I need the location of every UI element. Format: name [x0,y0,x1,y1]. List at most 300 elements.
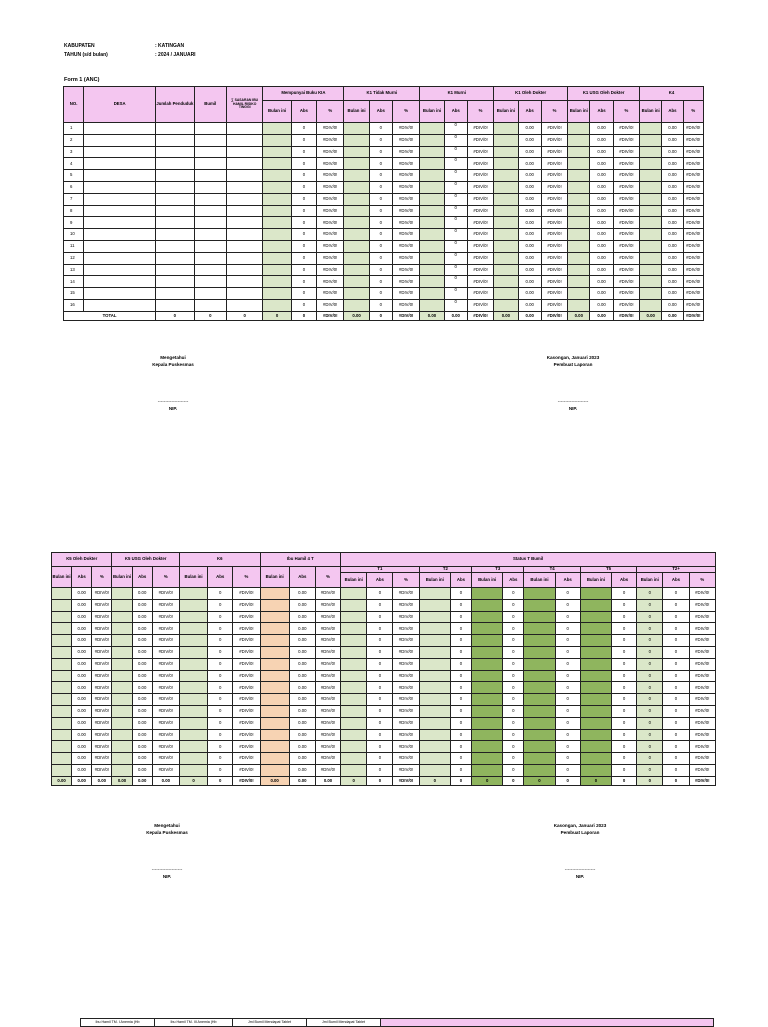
t2plus-bulan-ini: 0 [637,741,663,753]
k4-abs: 0.00 [662,134,683,146]
k5-abs: 0.00 [72,682,92,694]
row-desa [84,240,156,252]
group-k1-oleh-dokter: K1 Oleh Dokter [494,87,568,101]
t2plus-abs: 0 [663,717,689,729]
row-jumlah-penduduk [156,181,194,193]
4t-pct: #DIV/0! [315,705,340,717]
4t-bulan-ini [260,658,289,670]
k1usg-pct: #DIV/0! [613,217,639,229]
k6-bulan-ini [179,658,207,670]
t3-abs: 0 [503,646,524,658]
sign2-kepala: Kepala Puskesmas [146,830,188,836]
k6-pct: #DIV/0! [233,705,260,717]
kia-bulan-ini [263,205,291,217]
t1-bulan-ini [341,658,367,670]
t5-abs: 0 [612,646,637,658]
k4-abs: 0.00 [662,299,683,311]
k5-pct: #DIV/0! [92,635,112,647]
k6-bulan-ini [179,717,207,729]
k5usg-abs: 0.00 [132,670,152,682]
t1-pct: #DIV/0! [393,694,419,706]
row-jumlah-penduduk [156,146,194,158]
k1d-pct: #DIV/0! [541,181,567,193]
t3-bulan-ini [472,658,503,670]
k6-bulan-ini [179,588,207,600]
k6-abs: 0 [208,682,233,694]
k6-pct: #DIV/0! [233,764,260,776]
strip-col-tablet-1: Jml Bumil Mendapat Tablet [233,1019,307,1027]
k1d-bulan-ini [494,288,518,300]
t5-bulan-ini [580,729,611,741]
t5-abs: 0 [612,717,637,729]
row-sasaran [226,240,262,252]
total-k5-pct: 0.00 [92,776,112,785]
k4-pct: #DIV/0! [683,288,703,300]
kia-pct: #DIV/0! [317,229,344,241]
k6-abs: 0 [208,705,233,717]
k1usg-pct: #DIV/0! [613,170,639,182]
t2-bulan-ini [419,764,450,776]
k1m-pct: #DIV/0! [467,276,493,288]
t4-bulan-ini [524,764,555,776]
k1m-abs: 0 [444,158,467,170]
col-sasaran-risiko-tinggi: ∑ SASARAN IBU HAMIL RISIKO TINGGI [226,87,262,123]
t4-bulan-ini [524,682,555,694]
k1d-abs: 0.00 [518,170,541,182]
t4-abs: 0 [555,764,580,776]
k1d-pct: #DIV/0! [541,170,567,182]
strip-pink-header [381,1019,714,1027]
k1usg-abs: 0.00 [590,134,613,146]
k1d-abs: 0.00 [518,288,541,300]
k1m-bulan-ini [420,217,444,229]
t2-t4-bulan-ini: Bulan ini [524,573,555,588]
t4-abs: 0 [555,658,580,670]
t2plus-abs: 0 [663,599,689,611]
row-desa [84,288,156,300]
t1-bulan-ini [341,705,367,717]
t2plus-pct: #DIV/0! [689,670,715,682]
k1d-abs: 0.00 [518,134,541,146]
t2-bulan-ini [419,717,450,729]
table-row [52,682,716,694]
k5usg-bulan-ini [112,694,132,706]
k1tm-bulan-ini [344,205,369,217]
k1m-bulan-ini [420,146,444,158]
k6-abs: 0 [208,646,233,658]
col-k1-tidak-murni-abs: Abs [369,101,392,123]
t2-t2plus-abs: Abs [663,573,689,588]
sign2-left-dots: -------------------- [151,867,183,872]
k1d-bulan-ini [494,264,518,276]
t3-bulan-ini [472,635,503,647]
k1usg-pct: #DIV/0! [613,181,639,193]
k5-bulan-ini [52,741,72,753]
t3-abs: 0 [503,670,524,682]
k5usg-pct: #DIV/0! [152,611,179,623]
row-bumil [194,240,226,252]
sign1-left-dots: -------------------- [157,399,189,404]
k5-pct: #DIV/0! [92,658,112,670]
k1m-abs: 0 [444,299,467,311]
k1usg-abs: 0.00 [590,181,613,193]
t1-abs: 0 [367,753,393,765]
t2plus-bulan-ini: 0 [637,623,663,635]
t5-bulan-ini [580,670,611,682]
k1m-abs: 0 [444,276,467,288]
k1m-pct: #DIV/0! [467,193,493,205]
k1tm-pct: #DIV/0! [392,123,419,135]
k4-abs: 0.00 [662,205,683,217]
row-sasaran [226,158,262,170]
t2plus-abs: 0 [663,729,689,741]
t2-4t-pct: % [315,567,340,588]
t2-k5usg-pct: % [152,567,179,588]
table-row [64,252,704,264]
row-bumil [194,193,226,205]
k1m-bulan-ini [420,288,444,300]
kia-pct: #DIV/0! [317,288,344,300]
k4-bulan-ini [640,264,662,276]
t2plus-abs: 0 [663,694,689,706]
kia-pct: #DIV/0! [317,181,344,193]
total-jumlah-penduduk: 0 [156,311,194,320]
k4-bulan-ini [640,252,662,264]
t3-abs: 0 [503,705,524,717]
k6-bulan-ini [179,635,207,647]
k5-bulan-ini [52,599,72,611]
row-no: 6 [64,181,84,193]
t2plus-bulan-ini: 0 [637,682,663,694]
4t-pct: #DIV/0! [315,588,340,600]
t2-t1-abs: Abs [367,573,393,588]
t4-abs: 0 [555,646,580,658]
k1tm-pct: #DIV/0! [392,264,419,276]
k1tm-pct: #DIV/0! [392,240,419,252]
t2plus-abs: 0 [663,682,689,694]
4t-bulan-ini [260,623,289,635]
k1usg-bulan-ini [568,276,590,288]
4t-bulan-ini [260,646,289,658]
col-k4-bulan-ini: Bulan ini [640,101,662,123]
total-row [52,776,716,785]
t4-abs: 0 [555,682,580,694]
kia-abs: 0 [291,276,316,288]
t1-abs: 0 [367,729,393,741]
k1usg-abs: 0.00 [590,170,613,182]
t5-abs: 0 [612,588,637,600]
t2-t2plus-bulan-ini: Bulan ini [637,573,663,588]
sign2-date: Kasongan, Januari 2023 [553,823,607,828]
k6-pct: #DIV/0! [233,682,260,694]
col-buku-kia-abs: Abs [291,101,316,123]
k4-abs: 0.00 [662,252,683,264]
k1m-abs: 0 [444,288,467,300]
t4-bulan-ini [524,741,555,753]
t5-bulan-ini [580,705,611,717]
k6-abs: 0 [208,717,233,729]
4t-abs: 0.00 [289,611,315,623]
t5-abs: 0 [612,741,637,753]
k1usg-abs: 0.00 [590,205,613,217]
k1tm-pct: #DIV/0! [392,217,419,229]
k5-bulan-ini [52,705,72,717]
k1d-abs: 0.00 [518,181,541,193]
total-k6-abs: 0 [208,776,233,785]
k1m-abs: 0 [444,264,467,276]
k1tm-pct: #DIV/0! [392,252,419,264]
col-k1-murni-pct: % [467,101,493,123]
k1usg-pct: #DIV/0! [613,146,639,158]
t2-abs: 0 [450,646,471,658]
k1m-pct: #DIV/0! [467,252,493,264]
t5-abs: 0 [612,753,637,765]
4t-bulan-ini [260,729,289,741]
k1usg-bulan-ini [568,170,590,182]
row-no: 4 [64,158,84,170]
kia-abs: 0 [291,217,316,229]
row-no: 14 [64,276,84,288]
t4-abs: 0 [555,670,580,682]
t3-bulan-ini [472,646,503,658]
t5-bulan-ini [580,635,611,647]
t5-bulan-ini [580,741,611,753]
t1-bulan-ini [341,599,367,611]
k1tm-bulan-ini [344,193,369,205]
k1usg-bulan-ini [568,299,590,311]
sign1-right-dots: -------------------- [557,399,589,404]
col-k1-tidak-murni-bulan-ini: Bulan ini [344,101,369,123]
row-bumil [194,276,226,288]
k1usg-pct: #DIV/0! [613,252,639,264]
k1d-pct: #DIV/0! [541,205,567,217]
t2-t3: T3 [472,567,524,573]
t5-bulan-ini [580,599,611,611]
t2-bulan-ini [419,753,450,765]
k1usg-abs: 0.00 [590,264,613,276]
total-kia-abs: 0 [291,311,316,320]
k1d-abs: 0.00 [518,240,541,252]
4t-bulan-ini [260,717,289,729]
row-sasaran [226,288,262,300]
row-no: 16 [64,299,84,311]
table-row [52,670,716,682]
k1tm-bulan-ini [344,288,369,300]
kabupaten-label: KABUPATEN [64,43,95,49]
kia-abs: 0 [291,252,316,264]
t4-bulan-ini [524,753,555,765]
row-sasaran [226,181,262,193]
t5-abs: 0 [612,764,637,776]
kia-abs: 0 [291,299,316,311]
k5usg-bulan-ini [112,705,132,717]
kia-abs: 0 [291,170,316,182]
t2plus-bulan-ini: 0 [637,658,663,670]
kia-pct: #DIV/0! [317,123,344,135]
k5usg-abs: 0.00 [132,646,152,658]
kia-abs: 0 [291,264,316,276]
k5-abs: 0.00 [72,670,92,682]
row-bumil [194,134,226,146]
k1d-bulan-ini [494,276,518,288]
table-row [64,170,704,182]
t2plus-pct: #DIV/0! [689,623,715,635]
kia-pct: #DIV/0! [317,240,344,252]
k5-pct: #DIV/0! [92,588,112,600]
k1d-abs: 0.00 [518,252,541,264]
k1tm-bulan-ini [344,299,369,311]
row-no: 1 [64,123,84,135]
t4-abs: 0 [555,741,580,753]
k6-pct: #DIV/0! [233,753,260,765]
k1usg-bulan-ini [568,264,590,276]
group-buku-kia: Mempunyai Buku KIA [263,87,344,101]
t1-pct: #DIV/0! [393,635,419,647]
k5usg-pct: #DIV/0! [152,682,179,694]
k1d-abs: 0.00 [518,193,541,205]
k4-abs: 0.00 [662,276,683,288]
k4-abs: 0.00 [662,170,683,182]
t2plus-abs: 0 [663,658,689,670]
col-buku-kia-pct: % [317,101,344,123]
kia-abs: 0 [291,158,316,170]
k6-abs: 0 [208,623,233,635]
t2plus-abs: 0 [663,705,689,717]
kia-bulan-ini [263,134,291,146]
k1usg-pct: #DIV/0! [613,264,639,276]
t2plus-pct: #DIV/0! [689,658,715,670]
kia-abs: 0 [291,288,316,300]
table-row [52,623,716,635]
t1-bulan-ini [341,682,367,694]
k1tm-pct: #DIV/0! [392,181,419,193]
k1usg-bulan-ini [568,205,590,217]
row-jumlah-penduduk [156,217,194,229]
t2-bulan-ini [419,694,450,706]
table-row [52,646,716,658]
k1d-bulan-ini [494,193,518,205]
k5-bulan-ini [52,682,72,694]
k4-abs: 0.00 [662,123,683,135]
anc-form-table [63,86,704,321]
t2-k5-abs: Abs [72,567,92,588]
row-bumil [194,158,226,170]
total-k4-pct: #DIV/0! [683,311,703,320]
sign2-mengetahui: Mengetahui [154,823,180,828]
row-jumlah-penduduk [156,134,194,146]
4t-bulan-ini [260,635,289,647]
k1usg-abs: 0.00 [590,158,613,170]
row-sasaran [226,146,262,158]
k4-abs: 0.00 [662,240,683,252]
k6-bulan-ini [179,646,207,658]
t4-bulan-ini [524,705,555,717]
4t-abs: 0.00 [289,717,315,729]
t1-pct: #DIV/0! [393,741,419,753]
k5usg-pct: #DIV/0! [152,764,179,776]
total-4t-abs: 0.00 [289,776,315,785]
t1-abs: 0 [367,741,393,753]
k1tm-bulan-ini [344,158,369,170]
table-row [64,299,704,311]
k5usg-bulan-ini [112,646,132,658]
row-sasaran [226,170,262,182]
sign2-left-nip-block [107,866,227,881]
row-no: 13 [64,264,84,276]
4t-pct: #DIV/0! [315,623,340,635]
k1d-bulan-ini [494,299,518,311]
k1tm-abs: 0 [369,134,392,146]
k5usg-pct: #DIV/0! [152,599,179,611]
row-sasaran [226,193,262,205]
t2-bulan-ini [419,623,450,635]
table-row [52,741,716,753]
row-sasaran [226,205,262,217]
total-t4-bulan-ini: 0 [524,776,555,785]
4t-pct: #DIV/0! [315,611,340,623]
total-k1tm-bulan-ini: 0.00 [344,311,369,320]
row-desa [84,123,156,135]
kia-pct: #DIV/0! [317,170,344,182]
k4-bulan-ini [640,299,662,311]
k1d-bulan-ini [494,217,518,229]
k4-pct: #DIV/0! [683,158,703,170]
t4-bulan-ini [524,635,555,647]
t3-abs: 0 [503,682,524,694]
4t-abs: 0.00 [289,658,315,670]
row-sasaran [226,276,262,288]
anc-form-table-continued [51,552,716,786]
row-desa [84,146,156,158]
k1d-bulan-ini [494,158,518,170]
k1tm-bulan-ini [344,134,369,146]
t1-bulan-ini [341,646,367,658]
t4-abs: 0 [555,635,580,647]
k1tm-bulan-ini [344,264,369,276]
t2-bulan-ini [419,705,450,717]
k5-abs: 0.00 [72,753,92,765]
k1usg-bulan-ini [568,193,590,205]
k1usg-bulan-ini [568,181,590,193]
kia-pct: #DIV/0! [317,193,344,205]
k1usg-pct: #DIV/0! [613,134,639,146]
t1-pct: #DIV/0! [393,599,419,611]
t2-t4-abs: Abs [555,573,580,588]
k1m-pct: #DIV/0! [467,170,493,182]
table-row [64,158,704,170]
t1-abs: 0 [367,658,393,670]
table-row [64,264,704,276]
t3-abs: 0 [503,611,524,623]
tahun-value: : 2024 / JANUARI [155,52,196,58]
group-k1-murni: K1 Murni [420,87,494,101]
t5-bulan-ini [580,623,611,635]
total-k5-bulan-ini: 0.00 [52,776,72,785]
k1d-bulan-ini [494,146,518,158]
4t-pct: #DIV/0! [315,658,340,670]
t2-4t-bulan-ini: Bulan ini [260,567,289,588]
t2plus-pct: #DIV/0! [689,705,715,717]
t3-abs: 0 [503,599,524,611]
k1usg-bulan-ini [568,134,590,146]
t2plus-bulan-ini: 0 [637,611,663,623]
total-k1d-bulan-ini: 0.00 [494,311,518,320]
k5-abs: 0.00 [72,705,92,717]
4t-bulan-ini [260,764,289,776]
row-jumlah-penduduk [156,299,194,311]
k6-bulan-ini [179,670,207,682]
k1d-pct: #DIV/0! [541,299,567,311]
